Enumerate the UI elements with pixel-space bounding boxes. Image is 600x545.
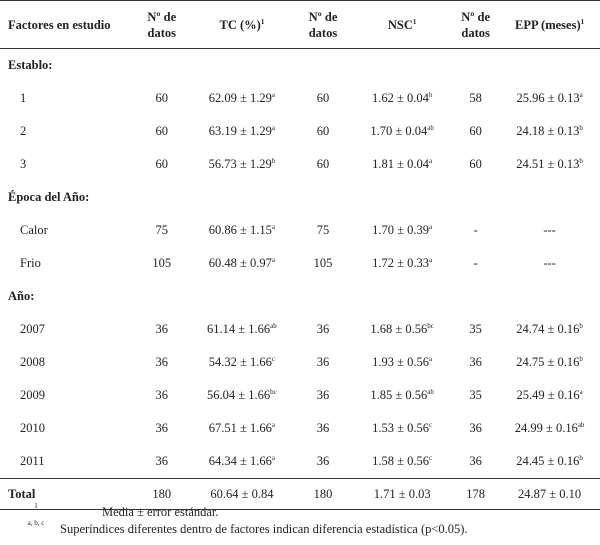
total-nsc: 1.71 ± 0.03 <box>352 479 452 510</box>
header-factors: Factores en estudio <box>0 1 134 49</box>
header-nsc: NSC$^1$ <box>352 1 452 49</box>
n-data-3-cell: 36 <box>469 421 482 435</box>
header-n-data-1: Nº de datos <box>134 1 190 49</box>
n-data-3-cell: - <box>473 223 478 237</box>
n-data-3-cell: 35 <box>469 322 482 336</box>
tc-cell: 54.32 ± 1.66$^c$ <box>208 354 276 369</box>
table-row <box>0 445 600 479</box>
footnote-2 <box>0 519 600 539</box>
n-data-2-cell: 36 <box>316 421 330 435</box>
header-tc: TC (%)$^1$ <box>190 1 294 49</box>
group-title: Establo: <box>8 58 53 72</box>
epp-cell: 24.51 ± 0.13$^b$ <box>516 156 583 171</box>
tc-cell: 56.04 ± 1.66$^{bc}$ <box>207 387 277 402</box>
n-data-1-cell: 75 <box>155 223 169 237</box>
row-label: 2010 <box>20 421 45 435</box>
header-n-data-3: Nº de datos <box>452 1 499 49</box>
epp-cell: 24.74 ± 0.16$^b$ <box>516 321 583 336</box>
group-title: Año: <box>8 289 35 303</box>
tc-cell: 62.09 ± 1.29$^a$ <box>208 90 276 105</box>
epp-cell: 25.49 ± 0.16$^a$ <box>516 387 583 402</box>
tc-cell: 67.51 ± 1.66$^a$ <box>208 420 276 435</box>
epp-cell: 24.45 ± 0.16$^b$ <box>516 453 583 468</box>
footnote-text: Superíndices diferentes dentro de factores indican diferencia estadística (p<0.05). <box>60 522 468 536</box>
n-data-1-cell: 105 <box>152 256 172 270</box>
nsc-cell: 1.68 ± 0.56$^{bc}$ <box>370 321 434 336</box>
nsc-cell: 1.70 ± 0.39$^a$ <box>372 222 433 237</box>
n-data-2-cell: 60 <box>316 157 330 171</box>
n-data-3-cell: 60 <box>469 157 482 171</box>
epp-cell: 24.99 ± 0.16$^{ab}$ <box>514 420 585 435</box>
row-label: 2 <box>20 124 27 138</box>
total-n-data-3: 178 <box>452 479 499 510</box>
n-data-2-cell: 36 <box>316 355 330 369</box>
footnote-mark: a, b, c <box>27 519 45 527</box>
n-data-1-cell: 36 <box>155 421 169 435</box>
nsc-cell: 1.62 ± 0.04$^b$ <box>371 90 433 105</box>
row-label: 2011 <box>20 454 45 468</box>
row-label: 1 <box>20 91 27 105</box>
nsc-cell: 1.70 ± 0.04$^{ab}$ <box>370 123 434 138</box>
n-data-2-cell: 36 <box>316 322 330 336</box>
total-n-data-2: 180 <box>294 479 352 510</box>
nsc-cell: 1.58 ± 0.56$^c$ <box>372 453 433 468</box>
table-body <box>0 49 600 510</box>
n-data-2-cell: 75 <box>316 223 330 237</box>
table-row <box>0 247 600 280</box>
group-header-row <box>0 280 600 313</box>
group-header-row <box>0 49 600 83</box>
table-row <box>0 214 600 247</box>
tc-cell: 64.34 ± 1.66$^a$ <box>208 453 276 468</box>
n-data-3-cell: - <box>473 256 478 270</box>
n-data-1-cell: 60 <box>155 124 169 138</box>
n-data-3-cell: 36 <box>469 454 482 468</box>
footnote-1 <box>0 502 600 522</box>
nsc-cell: 1.81 ± 0.04$^a$ <box>372 156 433 171</box>
total-label: Total <box>0 479 134 510</box>
group-title: Época del Año: <box>8 190 90 204</box>
row-label: 3 <box>20 157 27 171</box>
table-row <box>0 82 600 115</box>
footnote-mark: 1 <box>34 502 38 510</box>
n-data-1-cell: 36 <box>155 454 169 468</box>
tc-cell: 60.86 ± 1.15$^a$ <box>208 222 276 237</box>
row-label: Frio <box>20 256 41 270</box>
n-data-1-cell: 36 <box>155 322 169 336</box>
row-label: 2009 <box>20 388 45 402</box>
nsc-cell: 1.85 ± 0.56$^{ab}$ <box>370 387 434 402</box>
row-label: Calor <box>20 223 48 237</box>
table-row <box>0 313 600 346</box>
n-data-3-cell: 60 <box>469 124 482 138</box>
nsc-cell: 1.53 ± 0.56$^c$ <box>372 420 433 435</box>
n-data-1-cell: 60 <box>155 91 169 105</box>
n-data-3-cell: 58 <box>469 91 482 105</box>
footnotes <box>0 502 600 539</box>
tc-cell: 63.19 ± 1.29$^a$ <box>208 123 276 138</box>
total-n-data-1: 180 <box>134 479 190 510</box>
row-label: 2008 <box>20 355 45 369</box>
epp-cell: 24.18 ± 0.13$^b$ <box>516 123 583 138</box>
n-data-3-cell: 35 <box>469 388 482 402</box>
row-label: 2007 <box>20 322 45 336</box>
table-row <box>0 379 600 412</box>
epp-cell: 24.75 ± 0.16$^b$ <box>516 354 583 369</box>
epp-cell: --- <box>543 223 556 237</box>
header-epp: EPP (meses)$^1$ <box>499 1 600 49</box>
table-row <box>0 346 600 379</box>
total-epp: 24.87 ± 0.10 <box>499 479 600 510</box>
tc-cell: 56.73 ± 1.29$^b$ <box>208 156 276 171</box>
table-header-row <box>0 1 600 49</box>
footnote-text: Media ± error estándar. <box>102 505 219 519</box>
n-data-1-cell: 36 <box>155 355 169 369</box>
nsc-cell: 1.72 ± 0.33$^a$ <box>372 255 433 270</box>
header-n-data-2: Nº de datos <box>294 1 352 49</box>
epp-cell: --- <box>543 256 556 270</box>
n-data-2-cell: 36 <box>316 454 330 468</box>
tc-cell: 61.14 ± 1.66$^{ab}$ <box>207 321 277 336</box>
table-row <box>0 148 600 181</box>
n-data-1-cell: 36 <box>155 388 169 402</box>
n-data-3-cell: 36 <box>469 355 482 369</box>
group-header-row <box>0 181 600 214</box>
table-row <box>0 115 600 148</box>
epp-cell: 25.96 ± 0.13$^a$ <box>516 90 583 105</box>
n-data-2-cell: 36 <box>316 388 330 402</box>
n-data-2-cell: 105 <box>313 256 333 270</box>
total-tc: 60.64 ± 0.84 <box>190 479 294 510</box>
tc-cell: 60.48 ± 0.97$^a$ <box>208 255 276 270</box>
nsc-cell: 1.93 ± 0.56$^a$ <box>372 354 433 369</box>
table-row <box>0 412 600 445</box>
n-data-2-cell: 60 <box>316 91 330 105</box>
n-data-1-cell: 60 <box>155 157 169 171</box>
n-data-2-cell: 60 <box>316 124 330 138</box>
